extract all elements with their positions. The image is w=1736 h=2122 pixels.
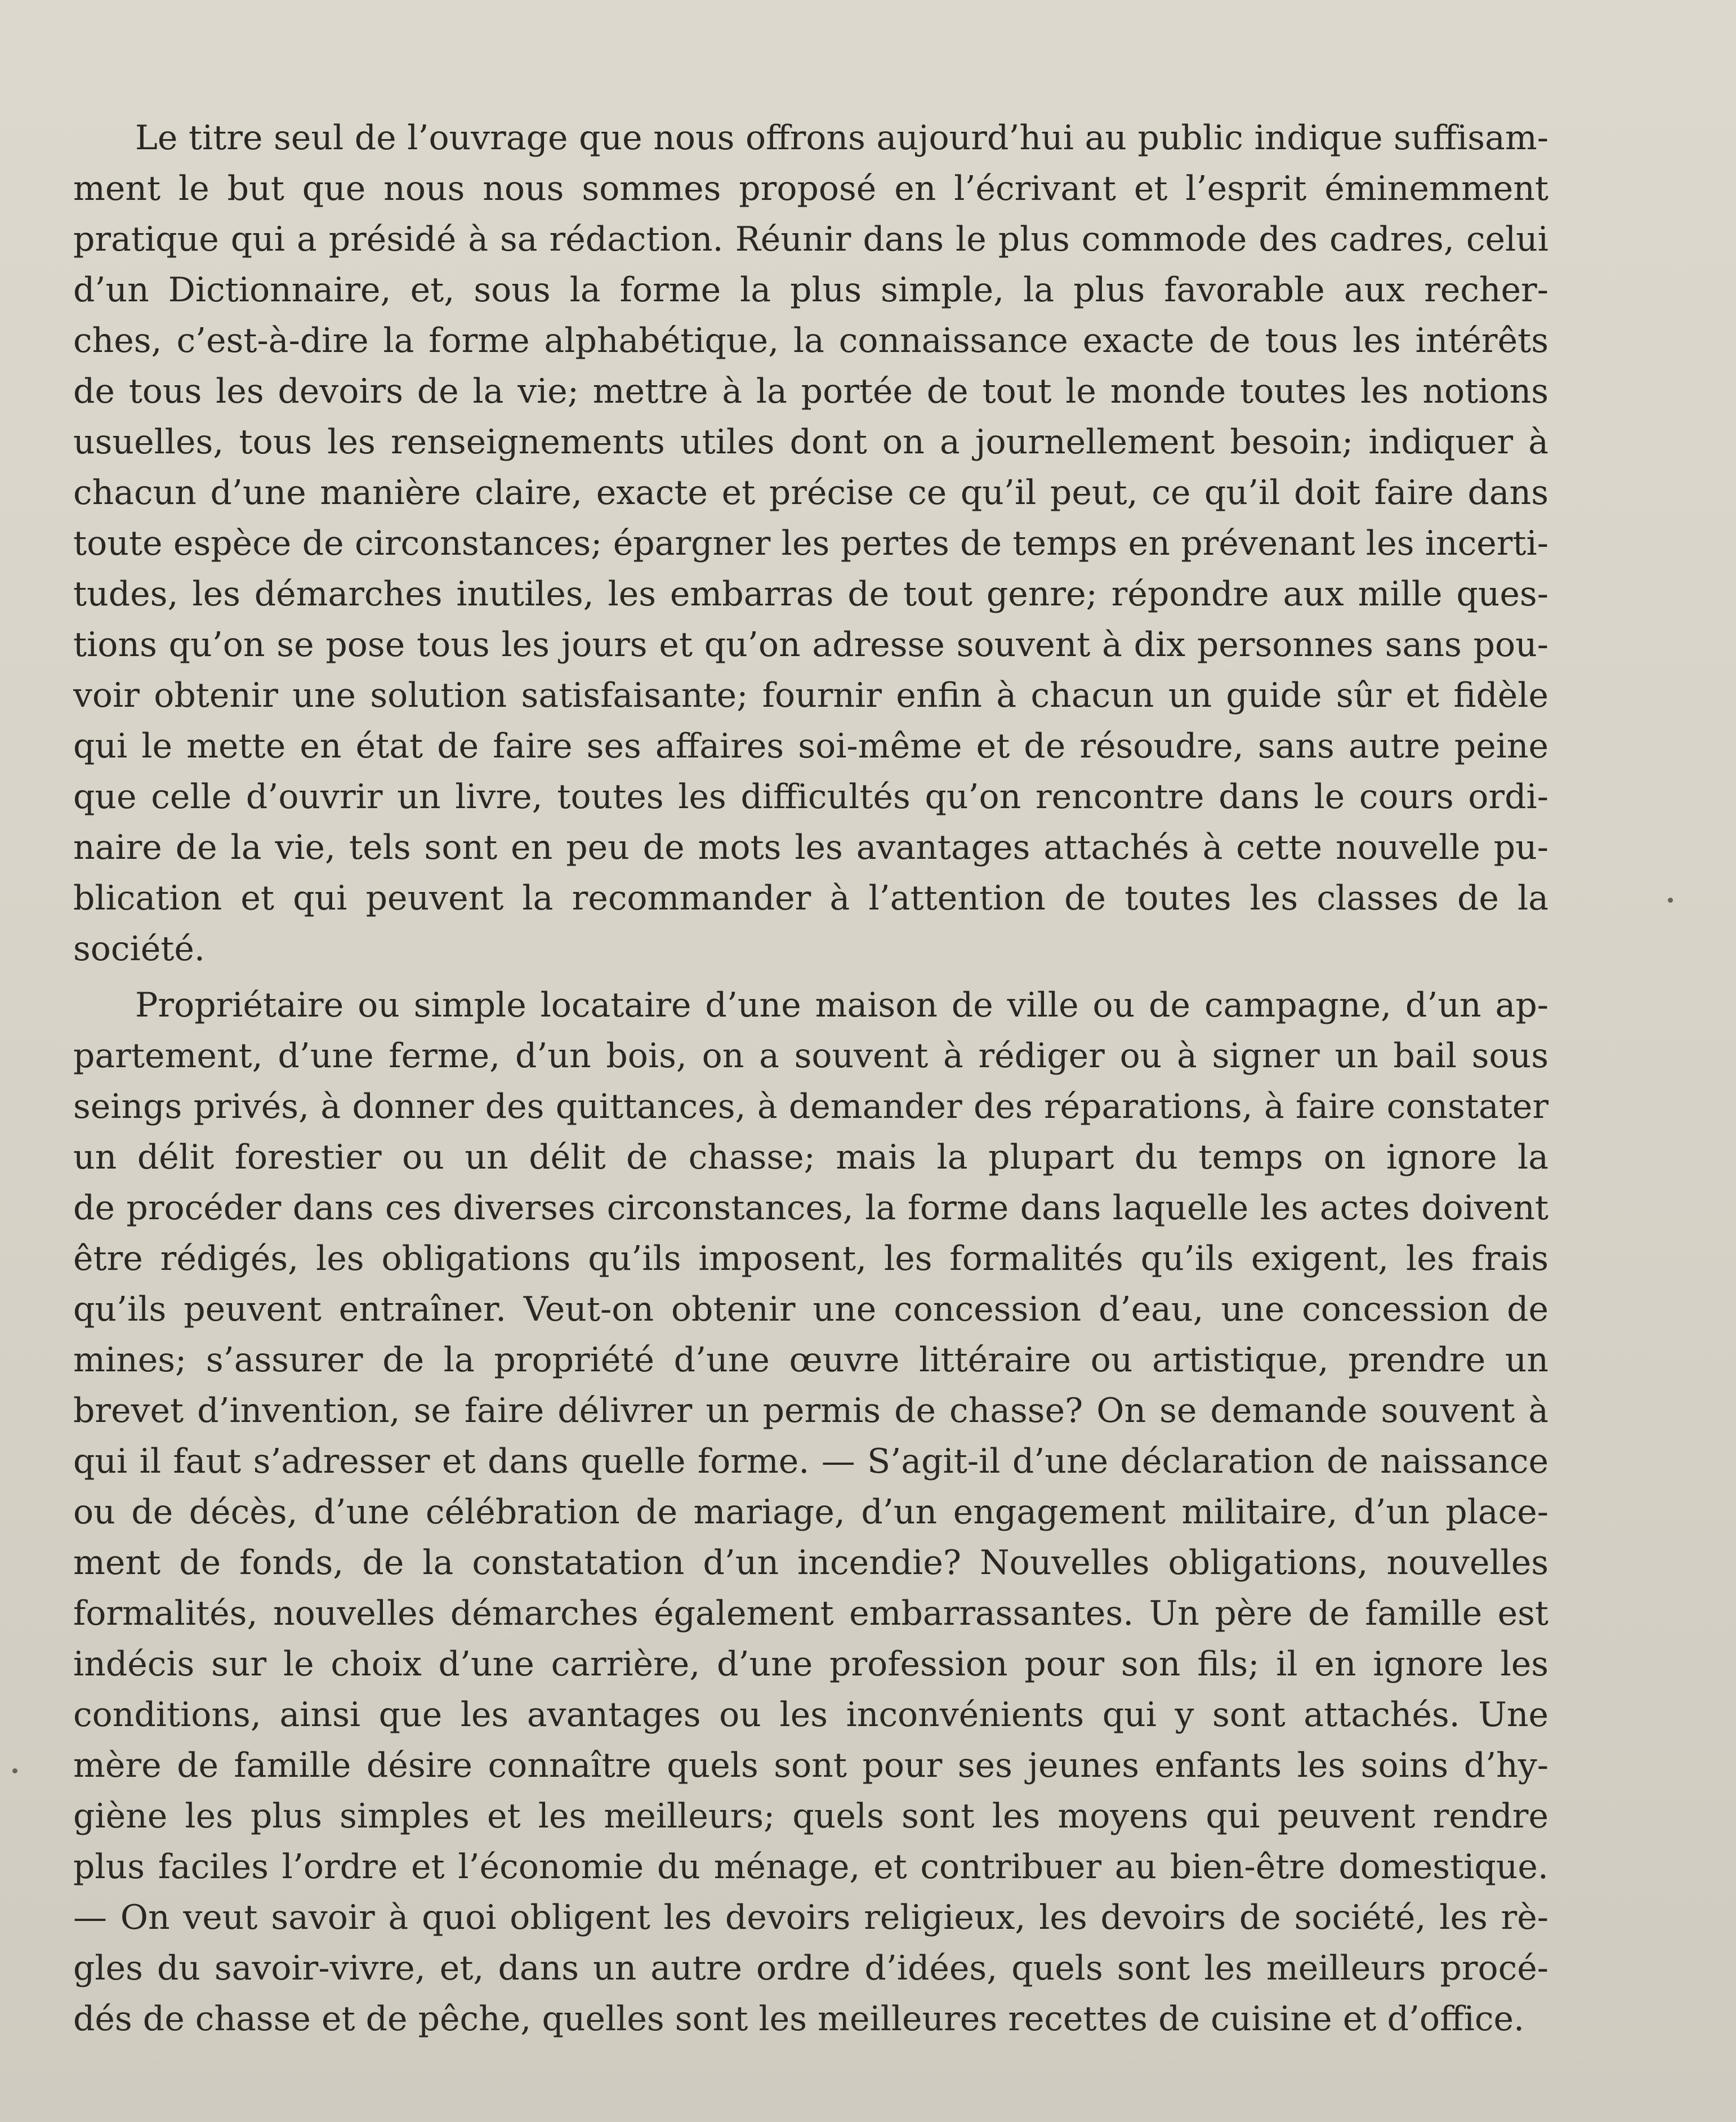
text-line: ches, c’est-à-dire la forme alphabétique, la connaissance exacte de tous les intérêts	[73, 321, 1548, 360]
text-line: blication et qui peuvent la recommander à l’attention de toutes les classes de la	[73, 879, 1548, 918]
text-line: indécis sur le choix d’une carrière, d’une profession pour son fils; il en ignore les	[73, 1644, 1548, 1684]
text-line: ou de décès, d’une célébration de mariage, d’un engagement militaire, d’un place-	[73, 1492, 1548, 1532]
paper-speck	[12, 1768, 17, 1773]
text-line: gles du savoir-vivre, et, dans un autre ordre d’idées, quels sont les meilleurs procé-	[73, 1949, 1548, 1988]
text-line: chacun d’une manière claire, exacte et précise ce qu’il peut, ce qu’il doit faire dans	[73, 473, 1548, 512]
text-line: voir obtenir une solution satisfaisante; fournir enfin à chacun un guide sûr et fidèle	[73, 676, 1548, 715]
text-line: seings privés, à donner des quittances, à demander des réparations, à faire constater	[73, 1087, 1548, 1126]
text-line: qu’ils peuvent entraîner. Veut-on obtenir une concession d’eau, une concession de	[73, 1290, 1548, 1329]
text-line: plus faciles l’ordre et l’économie du ménage, et contribuer au bien-être domestique.	[73, 1847, 1548, 1887]
text-line: de procéder dans ces diverses circonstances, la forme dans laquelle les actes doivent	[73, 1188, 1548, 1228]
text-line: brevet d’invention, se faire délivrer un permis de chasse? On se demande souvent à	[73, 1391, 1548, 1430]
text-line: de tous les devoirs de la vie; mettre à la portée de tout le monde toutes les notions	[73, 372, 1548, 411]
text-line: d’un Dictionnaire, et, sous la forme la plus simple, la plus favorable aux recher-	[73, 270, 1548, 310]
text-line: qui il faut s’adresser et dans quelle forme. — S’agit-il d’une déclaration de naissance	[73, 1442, 1548, 1481]
paragraph-gap	[73, 974, 1548, 980]
paragraph	[73, 113, 1548, 974]
text-line: conditions, ainsi que les avantages ou les inconvénients qui y sont attachés. Une	[73, 1695, 1548, 1735]
text-line: que celle d’ouvrir un livre, toutes les difficultés qu’on rencontre dans le cours ordi-	[73, 777, 1548, 817]
text-line: Propriétaire ou simple locataire d’une maison de ville ou de campagne, d’un ap-	[135, 986, 1548, 1025]
text-line: naire de la vie, tels sont en peu de mots les avantages attachés à cette nouvelle pu-	[73, 828, 1548, 867]
text-line: ment de fonds, de la constatation d’un incendie? Nouvelles obligations, nouvelles	[73, 1543, 1548, 1582]
text-line: mines; s’assurer de la propriété d’une œuvre littéraire ou artistique, prendre un	[73, 1340, 1548, 1380]
text-line: un délit forestier ou un délit de chasse; mais la plupart du temps on ignore la	[73, 1138, 1548, 1177]
text-line: formalités, nouvelles démarches également embarrassantes. Un père de famille est	[73, 1594, 1548, 1633]
text-line: dés de chasse et de pêche, quelles sont les meilleures recettes de cuisine et d’office.	[73, 1999, 1525, 2039]
text-line: pratique qui a présidé à sa rédaction. Réunir dans le plus commode des cadres, celui	[73, 220, 1548, 259]
text-line: partement, d’une ferme, d’un bois, on a souvent à rédiger ou à signer un bail sous	[73, 1036, 1548, 1076]
text-line: usuelles, tous les renseignements utiles dont on a journellement besoin; indiquer à	[73, 422, 1548, 462]
text-line: tions qu’on se pose tous les jours et qu’on adresse souvent à dix personnes sans pou-	[73, 625, 1548, 665]
text-line: mère de famille désire connaître quels sont pour ses jeunes enfants les soins d’hy-	[73, 1746, 1548, 1785]
text-line: tudes, les démarches inutiles, les embarras de tout genre; répondre aux mille ques-	[73, 574, 1548, 614]
text-line: société.	[73, 929, 205, 969]
text-line: giène les plus simples et les meilleurs; quels sont les moyens qui peuvent rendre	[73, 1796, 1548, 1836]
text-line: ment le but que nous nous sommes proposé en l’écrivant et l’esprit éminemment	[73, 169, 1548, 208]
text-line: qui le mette en état de faire ses affaires soi-même et de résoudre, sans autre peine	[73, 726, 1548, 766]
paper-speck	[1668, 898, 1673, 903]
text-line: être rédigés, les obligations qu’ils imposent, les formalités qu’ils exigent, les frais	[73, 1239, 1548, 1278]
paragraph	[73, 980, 1548, 2044]
text-line: toute espèce de circonstances; épargner les pertes de temps en prévenant les incerti-	[73, 524, 1548, 563]
text-line: — On veut savoir à quoi obligent les devoirs religieux, les devoirs de société, les rè-	[73, 1898, 1548, 1937]
text-line: Le titre seul de l’ouvrage que nous offrons aujourd’hui au public indique suffisam-	[135, 118, 1548, 158]
body-text	[73, 113, 1548, 2044]
